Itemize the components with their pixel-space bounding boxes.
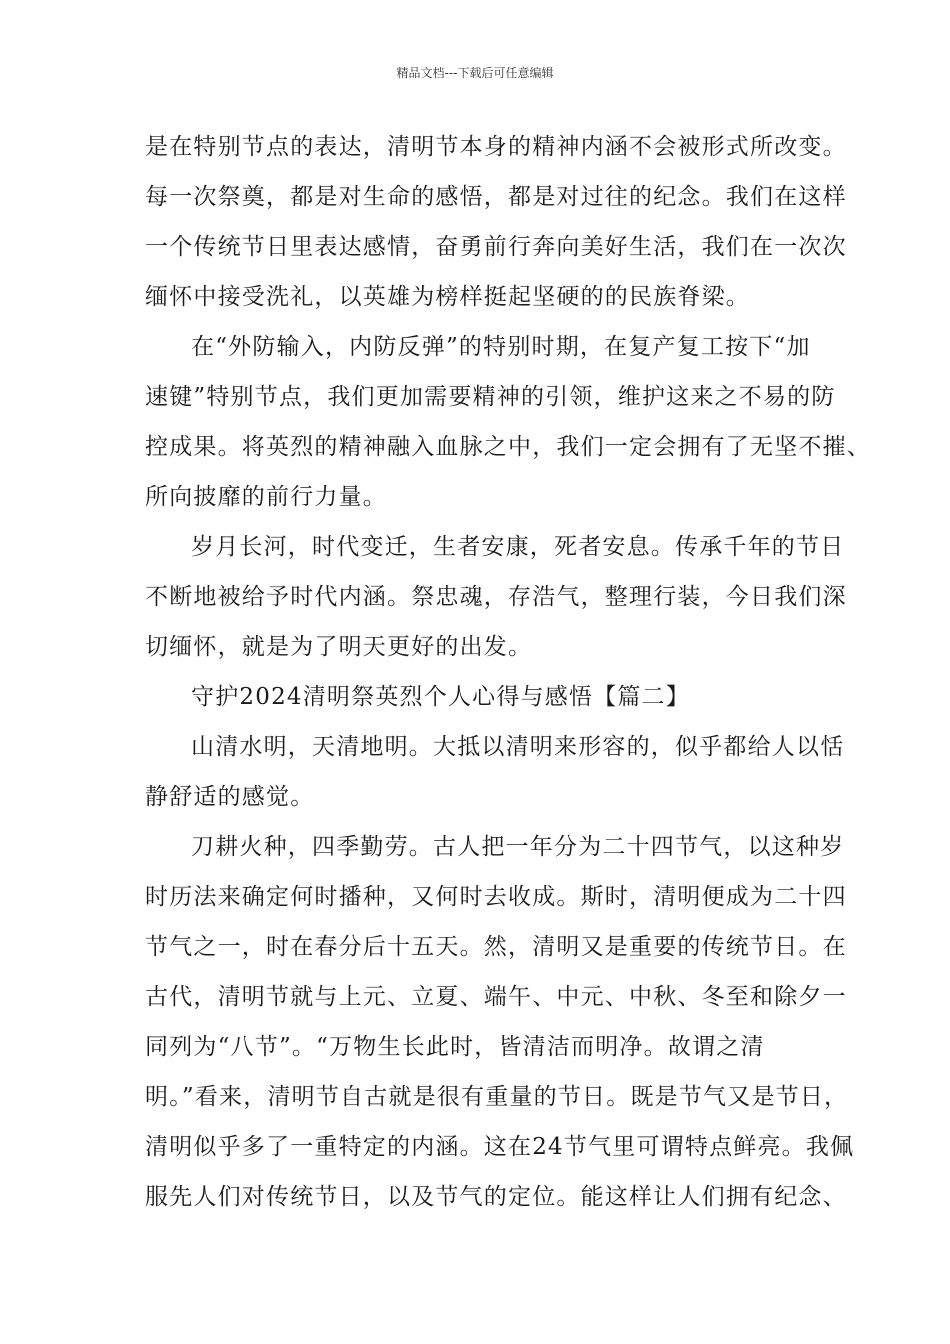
text-line: 明。”看来，清明节自古就是很有重量的节日。既是节气又是节日，	[145, 1084, 849, 1110]
page-header: 精品文档---下载后可任意编辑	[396, 66, 554, 80]
paragraph-first-line: 在“外防输入，内防反弹”的特别时期，在复产复工按下“加	[191, 334, 811, 360]
text-line: 缅怀中接受洗礼，以英雄为榜样挺起坚硬的的民族脊梁。	[145, 284, 750, 310]
document-body	[145, 122, 871, 1222]
paragraph-first-line: 山清水明，天清地明。大抵以清明来形容的，似乎都给人以恬	[191, 734, 845, 760]
text-line: 静舒适的感觉。	[145, 784, 315, 810]
paragraph-first-line: 岁月长河，时代变迁，生者安康，死者安息。传承千年的节日	[191, 534, 845, 560]
text-line: 时历法来确定何时播种，又何时去收成。斯时，清明便成为二十四	[145, 884, 847, 910]
text-line: 服先人们对传统节日，以及节气的定位。能这样让人们拥有纪念、	[145, 1184, 847, 1210]
text-line: 清明似乎多了一重特定的内涵。这在24节气里可谓特点鲜亮。我佩	[145, 1134, 855, 1160]
text-line: 所向披靡的前行力量。	[145, 484, 387, 510]
text-line: 每一次祭奠，都是对生命的感悟，都是对过往的纪念。我们在这样	[145, 184, 847, 210]
text-line: 节气之一，时在春分后十五天。然，清明又是重要的传统节日。在	[145, 934, 847, 960]
text-line: 速键”特别节点，我们更加需要精神的引领，维护这来之不易的防	[145, 384, 836, 410]
text-line: 是在特别节点的表达，清明节本身的精神内涵不会被形式所改变。	[145, 134, 847, 160]
section-heading: 守护2024清明祭英烈个人心得与感悟【篇二】	[191, 684, 690, 710]
text-line: 控成果。将英烈的精神融入血脉之中，我们一定会拥有了无坚不摧、	[145, 434, 871, 460]
text-line: 切缅怀，就是为了明天更好的出发。	[145, 634, 533, 660]
paragraph-first-line: 刀耕火种，四季勤劳。古人把一年分为二十四节气，以这种岁	[191, 834, 845, 860]
text-line: 同列为“八节”。“万物生长此时，皆清洁而明净。故谓之清	[145, 1034, 765, 1060]
text-line: 不断地被给予时代内涵。祭忠魂，存浩气，整理行装，今日我们深	[145, 584, 847, 610]
text-line: 古代，清明节就与上元、立夏、端午、中元、中秋、冬至和除夕一	[145, 984, 847, 1010]
text-line: 一个传统节日里表达感情，奋勇前行奔向美好生活，我们在一次次	[145, 234, 847, 260]
